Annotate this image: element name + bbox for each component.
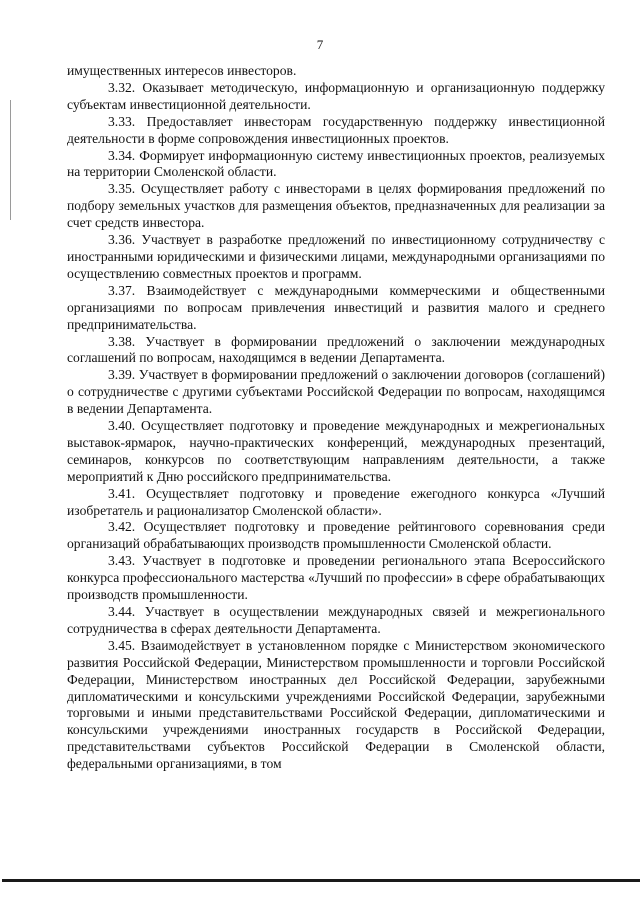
- scan-edge-line: [10, 100, 11, 220]
- paragraph-3-45: 3.45. Взаимодействует в установленном порядке с Министерством экономического развития Российской Федерации, Министерством промышленности и торговли Российской Федерации, Министерством иностранных дел Российской Федерации, зарубежными дипломатическими и консульскими учреждениями Российской Федерации, зарубежными торговыми и иными представительствами Российской Федерации, дипломатическими и консульскими учреждениями иностранных государств в Российской Федерации, представительствами субъектов Российской Федерации в Смоленской области, федеральными организациями, в том: [67, 637, 605, 772]
- page-number: 7: [316, 37, 324, 52]
- paragraph-3-38: 3.38. Участвует в формировании предложений о заключении международных соглашений по вопросам, находящимся в ведении Департамента.: [67, 333, 605, 366]
- paragraph-3-34: 3.34. Формирует информационную систему инвестиционных проектов, реализуемых на территории Смоленской области.: [67, 147, 605, 180]
- paragraph-3-40: 3.40. Осуществляет подготовку и проведение международных и межрегиональных выставок-ярмарок, научно-практических конференций, международных презентаций, семинаров, конкурсов по соответствующим направлениям деятельности, а также мероприятий к Дню российского предпринимательства.: [67, 418, 605, 484]
- paragraph-3-43: 3.43. Участвует в подготовке и проведении регионального этапа Всероссийского конкурса профессионального мастерства «Лучший по профессии» в сфере обрабатывающих производств промышленности.: [67, 553, 605, 603]
- paragraph-3-33: 3.33. Предоставляет инвесторам государственную поддержку инвестиционной деятельности в форме сопровождения инвестиционных проектов.: [67, 113, 605, 146]
- paragraph-3-39: 3.39. Участвует в формировании предложений о заключении договоров (соглашений) о сотрудничестве с другими субъектами Российской Федерации по вопросам, находящимся в ведении Департамента.: [67, 367, 605, 417]
- paragraph-3-42: 3.42. Осуществляет подготовку и проведение рейтингового соревнования среди организаций обрабатывающих производств промышленности Смоленской области.: [67, 519, 605, 552]
- paragraph-continuation: имущественных интересов инвесторов.: [67, 63, 297, 78]
- paragraph-3-36: 3.36. Участвует в разработке предложений по инвестиционному сотрудничеству с иностранными юридическими и физическими лицами, международными организациями по осуществлению совместных проектов и программ.: [67, 232, 605, 281]
- paragraph-3-44: 3.44. Участвует в осуществлении международных связей и межрегионального сотрудничества в сферах деятельности Департамента.: [67, 604, 605, 636]
- bottom-border-line: [2, 879, 640, 882]
- paragraph-3-41: 3.41. Осуществляет подготовку и проведение ежегодного конкурса «Лучший изобретатель и рационализатор Смоленской области».: [67, 485, 605, 518]
- paragraph-3-32: 3.32. Оказывает методическую, информационную и организационную поддержку субъектам инвестиционной деятельности.: [67, 79, 605, 112]
- paragraph-3-35: 3.35. Осуществляет работу с инвесторами в целях формирования предложений по подбору земельных участков для размещения объектов, предназначенных для реализации за счет средств инвестора.: [67, 181, 605, 231]
- paragraph-3-37: 3.37. Взаимодействует с международными коммерческими и общественными организациями по вопросам привлечения инвестиций и развития малого и среднего предпринимательства.: [67, 282, 605, 332]
- document-body: [67, 63, 605, 773]
